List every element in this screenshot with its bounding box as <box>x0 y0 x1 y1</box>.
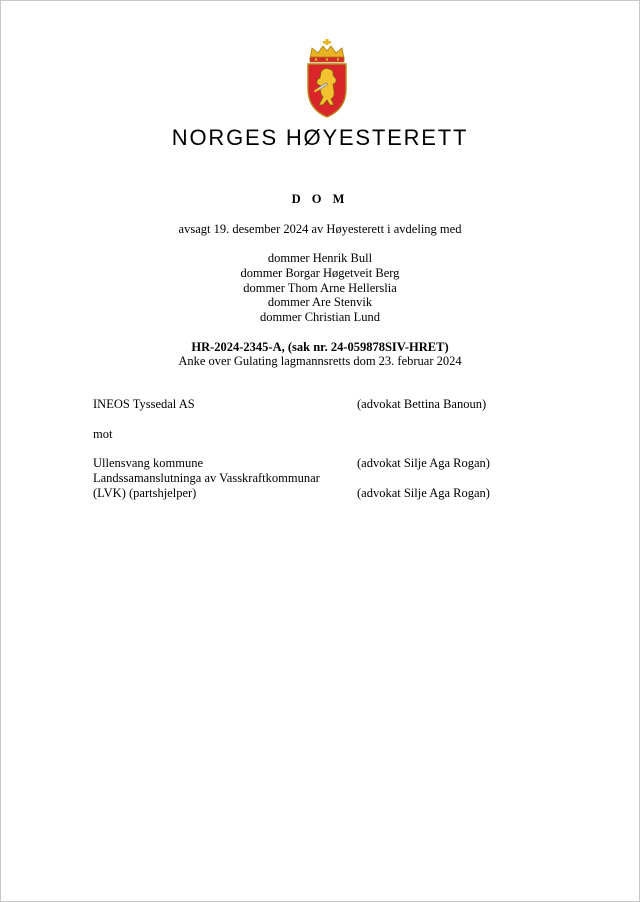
appeal-line: Anke over Gulating lagmannsretts dom 23. februar 2024 <box>178 354 462 368</box>
respondent-counsel: (advokat Silje Aga Rogan) <box>357 456 490 470</box>
judge-name: dommer Borgar Høgetveit Berg <box>240 265 400 280</box>
judge-name: dommer Henrik Bull <box>267 251 373 265</box>
intervener-counsel: (advokat Silje Aga Rogan) <box>357 486 490 500</box>
appellant-counsel: (advokat Bettina Banoun) <box>357 397 487 411</box>
judges-list <box>1 251 639 325</box>
coat-of-arms-icon <box>304 39 350 119</box>
intervener-name-line2: (LVK) (partshjelper) <box>93 486 197 500</box>
respondent-name: Ullensvang kommune <box>93 456 204 470</box>
document-title: D O M <box>291 192 349 206</box>
versus-label: mot <box>93 427 113 441</box>
judge-name: dommer Christian Lund <box>259 310 381 325</box>
judge-name: dommer Are Stenvik <box>267 295 373 310</box>
intervener-name-line1: Landssamanslutninga av Vasskraftkommunar <box>93 471 320 485</box>
judge-name: dommer Thom Arne Hellerslia <box>243 280 397 295</box>
appellant-name: INEOS Tyssedal AS <box>93 397 195 411</box>
case-number: HR-2024-2345-A, (sak nr. 24-059878SIV-HRET) <box>191 340 449 354</box>
court-name: NORGES HØYESTERETT <box>171 125 469 150</box>
issued-line: avsagt 19. desember 2024 av Høyesterett i avdeling med <box>178 222 462 236</box>
